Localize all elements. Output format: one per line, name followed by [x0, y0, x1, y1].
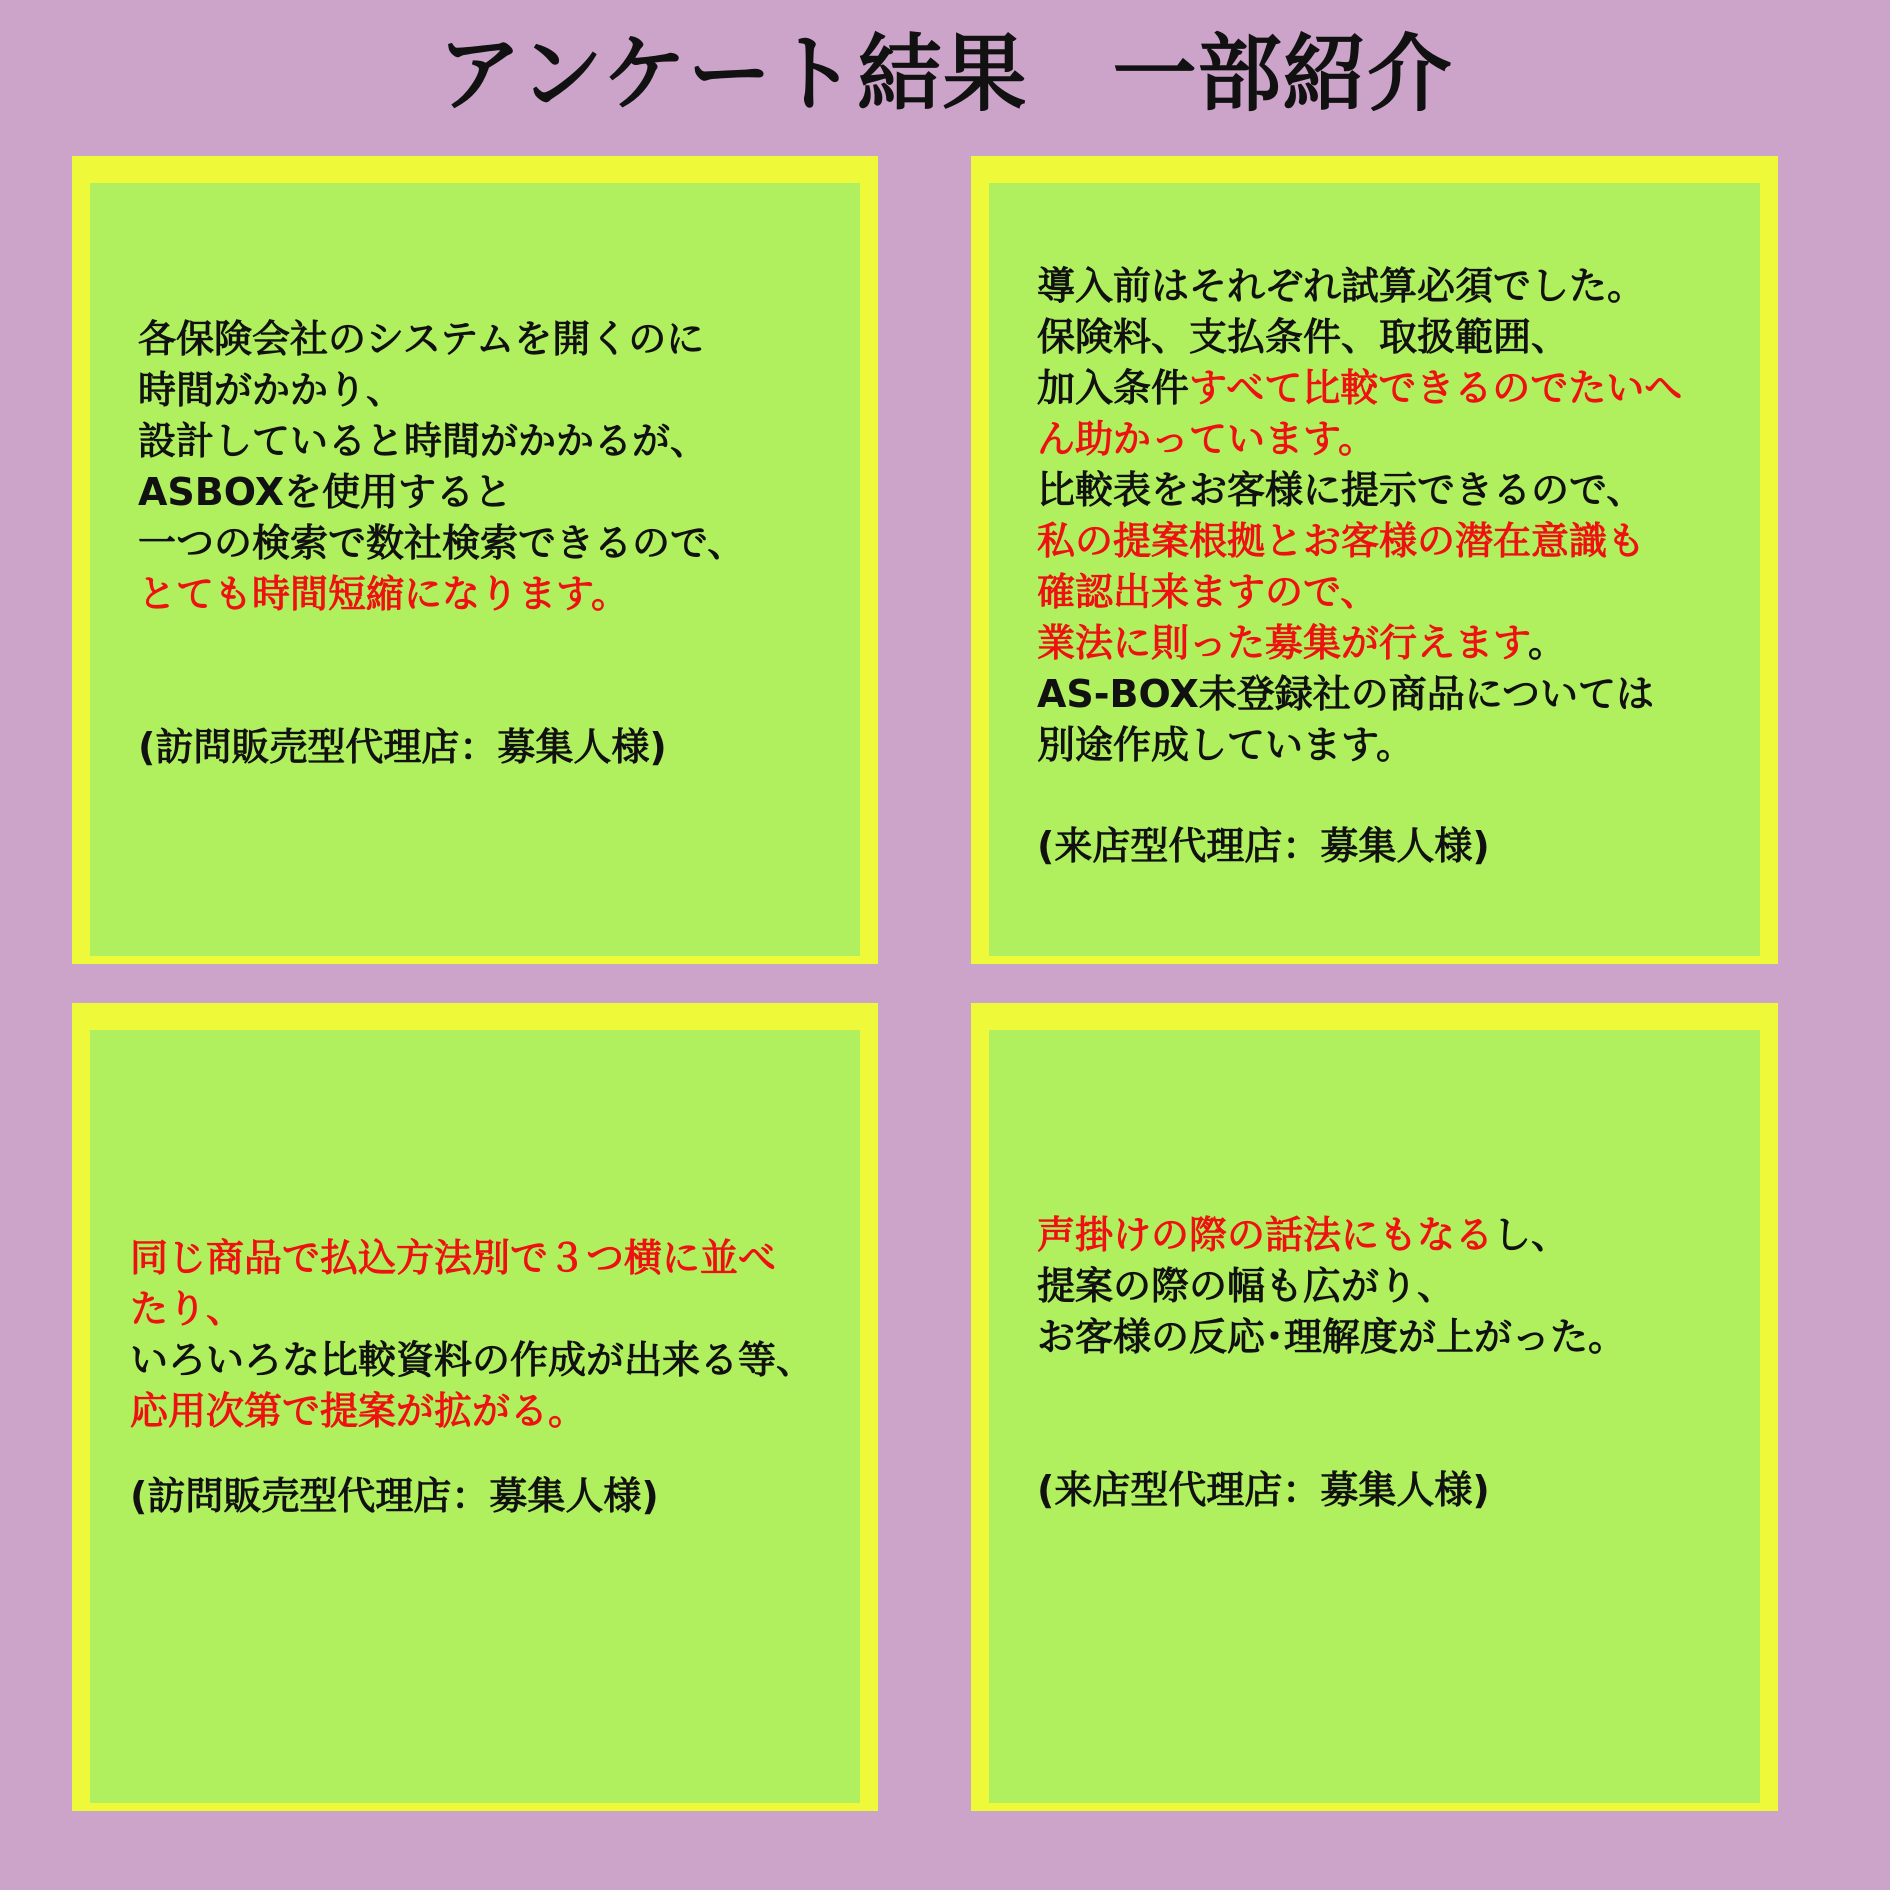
comment-line	[130, 1284, 814, 1335]
comment-line	[138, 365, 745, 416]
survey-card-4	[971, 1003, 1778, 1811]
comment-line	[130, 1386, 814, 1437]
highlighted-text: 応用次第で提案が拡がる。	[130, 1389, 587, 1433]
comment-text: お客様の反応･理解度が上がった。	[1037, 1315, 1627, 1359]
comment-lines	[138, 314, 745, 620]
highlighted-text: 確認出来ますので、	[1037, 570, 1379, 614]
comment-text: いろいろな比較資料の作成が出来る等、	[130, 1338, 815, 1382]
comment-text: 保険料、支払条件、取扱範囲、	[1037, 315, 1570, 359]
comment-line	[1037, 363, 1682, 414]
highlighted-text: とても時間短縮になります。	[138, 572, 629, 616]
card-body	[1037, 1210, 1626, 1516]
comment-text: 加入条件	[1037, 366, 1190, 410]
highlighted-text: 業法に則った募集が行えます	[1037, 621, 1528, 665]
highlighted-text: 同じ商品で払込方法別で３つ横に並べ	[130, 1236, 777, 1280]
comment-line	[1037, 567, 1682, 618]
comment-text: 導入前はそれぞれ試算必須でした。	[1037, 264, 1646, 308]
attribution: (来店型代理店：募集人様)	[1037, 1468, 1490, 1512]
survey-card-2	[971, 156, 1778, 964]
comment-line	[1037, 261, 1682, 312]
highlighted-text: 声掛けの際の話法にもなる	[1037, 1213, 1494, 1257]
comment-line	[1037, 1312, 1626, 1363]
card-body	[130, 1233, 814, 1522]
comment-text: 比較表をお客様に提示できるので、	[1037, 468, 1645, 512]
highlighted-text: すべて比較できるのでたいへ	[1189, 366, 1683, 410]
comment-text: 別途作成しています。	[1037, 723, 1414, 767]
comment-line	[130, 1335, 814, 1386]
card-body	[138, 314, 745, 773]
comment-text: ASBOXを使用すると	[138, 470, 512, 514]
comment-lines	[1037, 1210, 1626, 1363]
attribution: (来店型代理店：募集人様)	[1037, 824, 1490, 868]
comment-lines	[130, 1233, 814, 1437]
comment-line	[1037, 465, 1682, 516]
attribution: (訪問販売型代理店：募集人様)	[130, 1474, 659, 1518]
comment-line	[138, 314, 745, 365]
comment-text: 設計していると時間がかかるが、	[138, 419, 709, 463]
highlighted-text: 私の提案根拠とお客様の潜在意識も	[1037, 519, 1646, 563]
comment-line	[1037, 720, 1682, 771]
comment-text: 一つの検索で数社検索できるので、	[138, 521, 746, 565]
comment-text: 時間がかかり、	[138, 368, 405, 412]
comment-line	[1037, 669, 1682, 720]
comment-line	[1037, 618, 1682, 669]
comment-text: 各保険会社のシステムを開くのに	[138, 317, 705, 361]
highlighted-text: ん助かっています。	[1037, 417, 1376, 461]
highlighted-text: たり、	[130, 1287, 245, 1331]
comment-text: 。	[1527, 621, 1566, 665]
comment-text: AS-BOX未登録社の商品については	[1037, 672, 1655, 716]
comment-text: 提案の際の幅も広がり、	[1037, 1264, 1456, 1308]
card-body	[1037, 261, 1682, 872]
comment-line	[138, 569, 745, 620]
comment-text: し、	[1493, 1213, 1570, 1257]
comment-line	[138, 467, 745, 518]
comment-line	[138, 518, 745, 569]
comment-line	[1037, 1210, 1626, 1261]
comment-line	[1037, 1261, 1626, 1312]
survey-card-1	[72, 156, 878, 964]
survey-card-3	[72, 1003, 878, 1811]
comment-line	[1037, 516, 1682, 567]
page-title: アンケート結果 一部紹介	[437, 25, 1453, 123]
comment-lines	[1037, 261, 1682, 771]
attribution: (訪問販売型代理店：募集人様)	[138, 725, 667, 769]
comment-line	[130, 1233, 814, 1284]
comment-line	[1037, 312, 1682, 363]
comment-line	[1037, 414, 1682, 465]
comment-line	[138, 416, 745, 467]
